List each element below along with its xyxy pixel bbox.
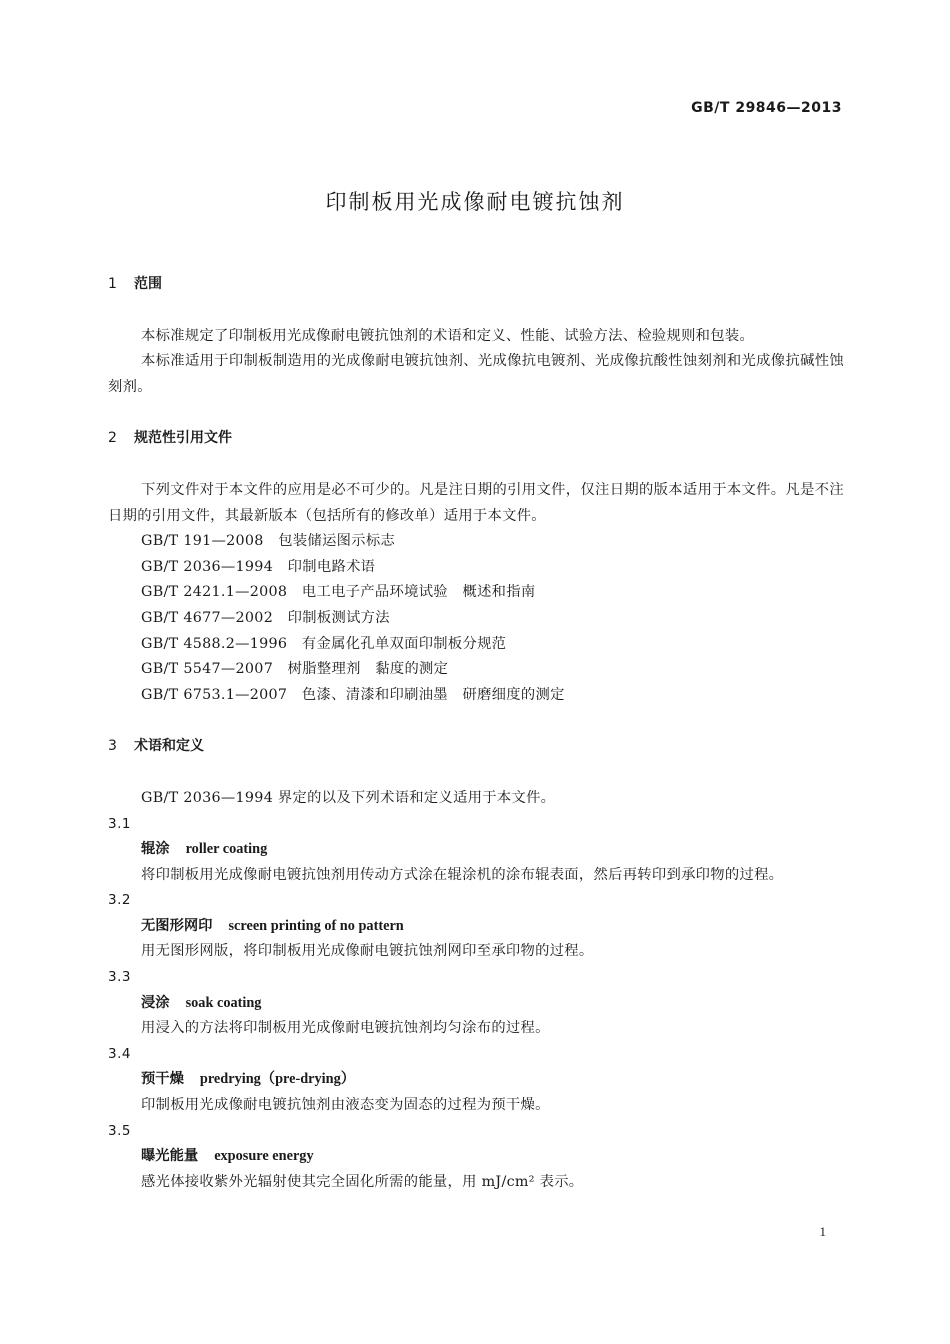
reference-item: GB/T 191—2008 包装储运图示标志 <box>141 533 396 550</box>
reference-item: GB/T 2036—1994 印制电路术语 <box>141 558 376 575</box>
term-definition: 用无图形网版，将印制板用光成像耐电镀抗蚀剂网印至承印物的过程。 <box>141 943 594 960</box>
reference-item: GB/T 4677—2002 印制板测试方法 <box>141 609 390 626</box>
reference-item: GB/T 5547—2007 树脂整理剂 黏度的测定 <box>141 661 449 678</box>
document-body <box>108 272 844 1195</box>
reference-item: GB/T 4588.2—1996 有金属化孔单双面印制板分规范 <box>141 635 507 652</box>
term-heading <box>108 1144 844 1170</box>
term-definition: 印制板用光成像耐电镀抗蚀剂由液态变为固态的过程为预干燥。 <box>141 1097 550 1114</box>
term-number: 3.2 <box>108 892 131 909</box>
section-number: 3 <box>108 738 117 755</box>
term-heading <box>108 1067 844 1093</box>
section-title: 术语和定义 <box>134 738 204 755</box>
term-heading <box>108 991 844 1017</box>
term-definition: 用浸入的方法将印制板用光成像耐电镀抗蚀剂均匀涂布的过程。 <box>141 1020 550 1037</box>
term-en: exposure energy <box>214 1148 314 1165</box>
paragraph: GB/T 2036—1994 界定的以及下列术语和定义适用于本文件。 <box>141 789 556 806</box>
term-definition: 感光体接收紫外光辐射使其完全固化所需的能量，用 mJ/cm² 表示。 <box>141 1173 584 1190</box>
reference-item: GB/T 2421.1—2008 电工电子产品环境试验 概述和指南 <box>141 584 536 601</box>
standard-number: GB/T 29846—2013 <box>691 100 842 116</box>
term-number: 3.3 <box>108 969 131 986</box>
page-number: 1 <box>819 1224 826 1239</box>
term-heading <box>108 837 844 863</box>
term-heading <box>108 914 844 940</box>
section-number: 1 <box>108 276 117 292</box>
term-zh: 无图形网印 <box>141 917 213 934</box>
term-zh: 浸涂 <box>141 994 170 1011</box>
section-title: 范围 <box>134 276 162 292</box>
term-number: 3.5 <box>108 1122 131 1139</box>
section-heading-1 <box>108 272 844 298</box>
section-title: 规范性引用文件 <box>134 430 232 447</box>
term-zh: 曝光能量 <box>141 1148 199 1165</box>
section-number: 2 <box>108 430 117 447</box>
paragraph: 下列文件对于本文件的应用是必不可少的。凡是注日期的引用文件，仅注日期的版本适用于本文件。凡是不注日期的引用文件，其最新版本（包括所有的修改单）适用于本文件。 <box>108 481 844 524</box>
term-zh: 预干燥 <box>141 1071 184 1088</box>
term-zh: 辊涂 <box>141 841 170 858</box>
reference-item: GB/T 6753.1—2007 色漆、清漆和印刷油墨 研磨细度的测定 <box>141 686 565 703</box>
term-en: roller coating <box>185 841 268 858</box>
term-en: predrying（pre-drying） <box>199 1071 356 1088</box>
section-heading-2 <box>108 426 844 452</box>
term-number: 3.4 <box>108 1045 131 1062</box>
paragraph: 本标准适用于印制板制造用的光成像耐电镀抗蚀剂、光成像抗电镀剂、光成像抗酸性蚀刻剂和光成像抗碱性蚀刻剂。 <box>108 353 844 395</box>
paragraph: 本标准规定了印制板用光成像耐电镀抗蚀剂的术语和定义、性能、试验方法、检验规则和包装。 <box>141 327 755 344</box>
term-en: soak coating <box>185 994 262 1011</box>
term-en: screen printing of no pattern <box>228 917 404 934</box>
term-number: 3.1 <box>108 815 131 832</box>
document-title: 印制板用光成像耐电镀抗蚀剂 <box>325 190 625 214</box>
section-heading-3 <box>108 734 844 760</box>
term-definition: 将印制板用光成像耐电镀抗蚀剂用传动方式涂在辊涂机的涂布辊表面，然后再转印到承印物的过程。 <box>141 866 784 883</box>
